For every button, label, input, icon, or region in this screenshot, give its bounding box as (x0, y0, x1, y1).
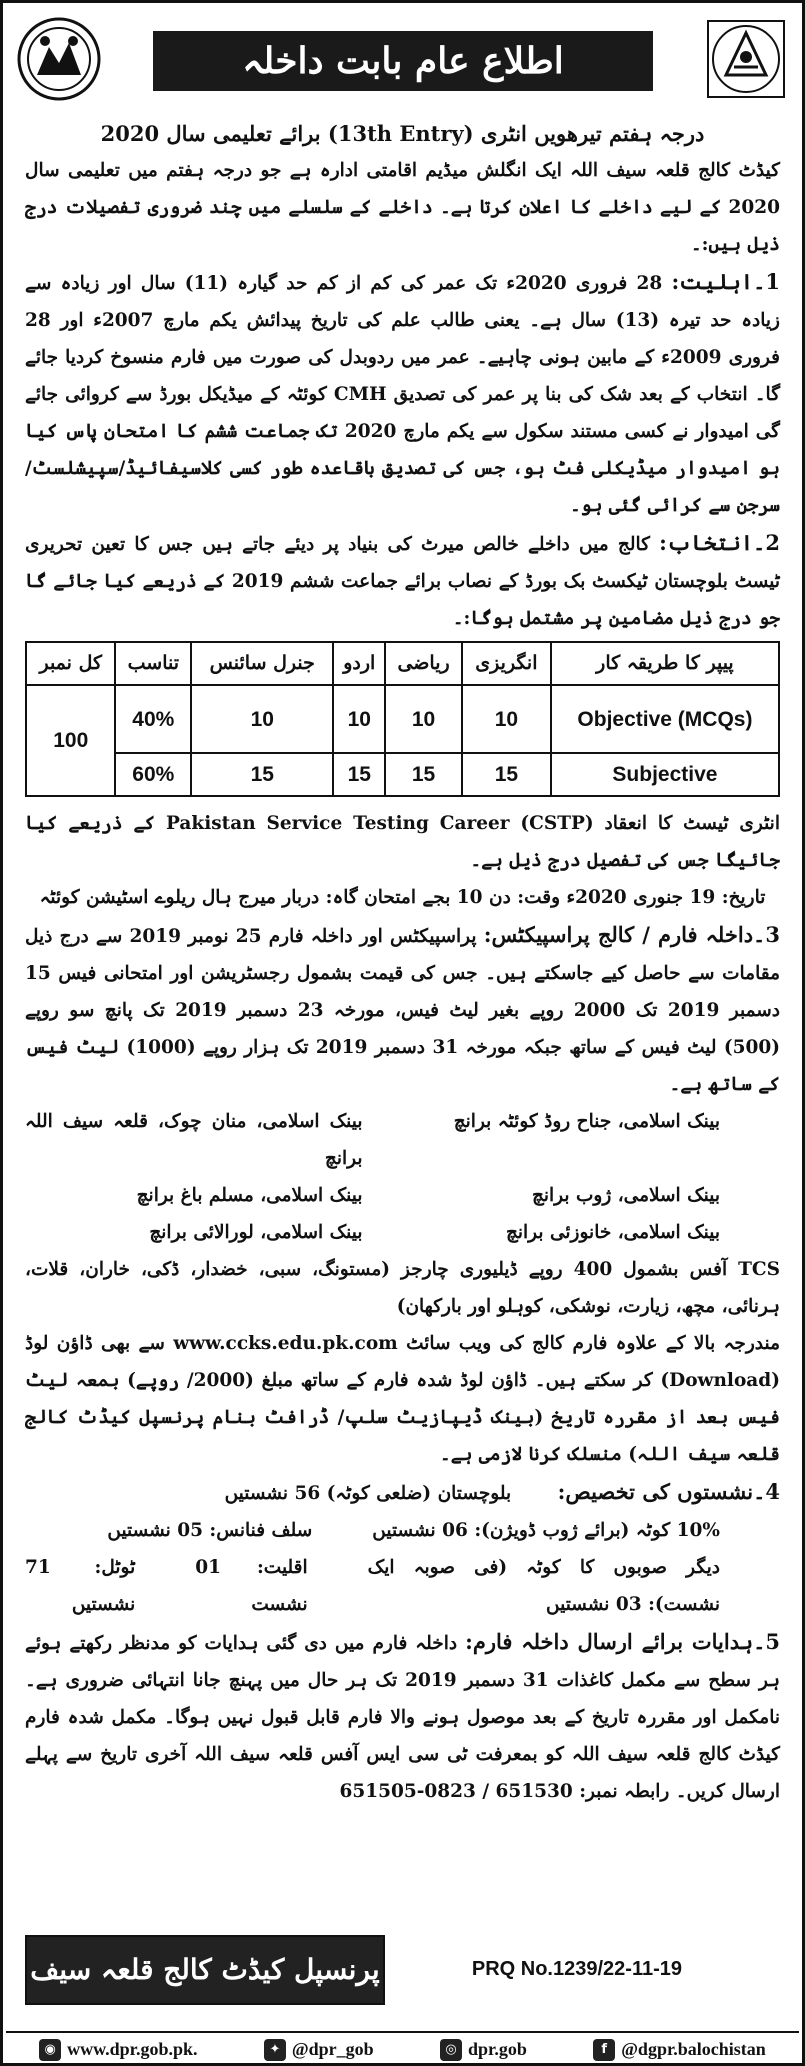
list-item: بینک اسلامی، منان چوک، قلعہ سیف اللہ برانچ (25, 1111, 363, 1169)
social-bar (6, 2031, 799, 2066)
prospectus-heading: 3۔داخلہ فارم / کالج پراسپیکٹس: (483, 922, 780, 947)
social-twitter-text: @dpr_gob (291, 2039, 374, 2059)
notice-body (25, 115, 780, 1810)
table-cell: 15 (462, 753, 551, 796)
download-info: مندرجہ بالا کے علاوہ فارم کالج کی ویب سائٹ www.ccks.edu.pk.com سے بھی ڈاؤن لوڈ (Download) کر سکتے ہیں۔ ڈاؤن لوڈ شدہ فارم کے ساتھ مبلغ (2000/ روپے) بمعہ لیٹ فیس بعد از مقررہ تاریخ (بینک ڈیپازیٹ سلپ/ ڈرافٹ بنام پرنسپل کیڈٹ کالج قلعہ سیف اللہ) منسلک کرنا لازمی ہے۔ (25, 1333, 780, 1465)
seats-section (25, 1473, 780, 1512)
table-header: ریاضی (385, 642, 462, 685)
globe-icon: ◉ (39, 2039, 61, 2061)
eligibility-section (25, 263, 780, 524)
tcs-offices: TCS آفس بشمول 400 روپے ڈیلیوری چارجز (مستونگ، سبی، خضدار، ڈکی، خاران، قلات، ہرنائی، مچھ، زیارت، نوشکی، کوہلو اور بارکھان) (25, 1259, 780, 1317)
instructions-text: داخلہ فارم میں دی گئی ہدایات کو مدنظر رکھتے ہوئے ہر سطح سے مکمل کاغذات 31 دسمبر 2019 تک ہر حال میں پہنچ جانا انتہائی ضروری ہے۔ نامکمل اور مقررہ تاریخ کے بعد موصول ہونے والا فارم قابل قبول نہیں ہوگا۔ مکمل شدہ فارم کیڈٹ کالج قلعہ سیف اللہ کو بمعرفت ٹی سی ایس آفس قلعہ سیف اللہ آخری تاریخ سے پہلے ارسال کریں۔ رابطہ نمبر: 651530 / 0823-651505 (25, 1633, 780, 1802)
table-cell: Objective (MCQs) (551, 685, 779, 753)
seats-balochistan: بلوچستان (ضلعی کوٹہ) 56 نشستیں (224, 1483, 512, 1504)
list-item: بینک اسلامی، خانوزئی برانچ (505, 1222, 720, 1243)
instructions-section (25, 1623, 780, 1810)
table-cell: 15 (191, 753, 333, 796)
list-item: بینک اسلامی، جناح روڈ کوئٹہ برانچ (453, 1111, 720, 1132)
list-item: بینک اسلامی، مسلم باغ برانچ (136, 1185, 363, 1206)
table-total-cell: 100 (26, 685, 115, 796)
table-cell: 15 (333, 753, 385, 796)
list-item: بینک اسلامی، ژوب برانچ (531, 1185, 720, 1206)
bank-list (25, 1103, 780, 1251)
seats-row (25, 1512, 780, 1549)
seats-heading: 4۔نشستوں کی تخصیص: (557, 1479, 780, 1504)
social-twitter[interactable] (264, 2039, 374, 2061)
prq-number: PRQ No.1239/22-11-19 (471, 1958, 682, 1980)
page-title: اطلاع عام بابت داخلہ (153, 31, 653, 91)
table-header: پیپر کا طریقہ کار (551, 642, 779, 685)
principal-signature: پرنسپل کیڈٹ کالج قلعہ سیف اللہ (25, 1935, 385, 2005)
balochistan-govt-logo-icon (17, 17, 101, 101)
seats-item: 10% کوٹہ (برائے ژوب ڈویژن): 06 نشستیں (372, 1520, 720, 1541)
cadet-college-logo-icon (704, 17, 788, 101)
table-cell: 10 (462, 685, 551, 753)
social-facebook-text: @dgpr.balochistan (621, 2039, 766, 2059)
social-website[interactable] (39, 2039, 197, 2061)
social-facebook[interactable] (593, 2039, 766, 2061)
selection-heading: 2۔انتخاب: (659, 530, 780, 555)
selection-section (25, 524, 780, 637)
twitter-icon: ✦ (264, 2039, 286, 2061)
entry-subtitle: درجہ ہفتم تیرھویں انٹری (13th Entry) برائے تعلیمی سال 2020 (100, 121, 705, 146)
instagram-icon: ◎ (440, 2039, 462, 2061)
table-cell: 60% (115, 753, 191, 796)
table-header: جنرل سائنس (191, 642, 333, 685)
table-header-row (26, 642, 779, 685)
table-header: انگریزی (462, 642, 551, 685)
intro-paragraph: کیڈٹ کالج قلعہ سیف اللہ ایک انگلش میڈیم اقامتی ادارہ ہے جو درجہ ہفتم میں تعلیمی سال 2020 کے لیے داخلے کا اعلان کرتا ہے۔ داخلے کے سلسلے میں چند ضروری تفصیلات درج ذیل ہیں:۔ (25, 160, 780, 255)
social-website-text: www.dpr.gob.pk. (67, 2039, 198, 2059)
selection-text: کالج میں داخلے خالص میرٹ کی بنیاد پر دیئے جاتے ہیں جس کا تعین تحریری ٹیسٹ بلوچستان ٹیکسٹ بک بورڈ کے نصاب برائے جماعت ششم 2019 کے ذریعے کیا جائے گا جو درج ذیل مضامین پر مشتمل ہوگا:۔ (25, 534, 780, 629)
eligibility-heading: 1۔اہلیت: (671, 269, 780, 294)
prospectus-text: پراسپیکٹس اور داخلہ فارم 25 نومبر 2019 سے درج ذیل مقامات سے حاصل کیے جاسکتے ہیں۔ جس کی قیمت بشمول رجسٹریشن اور امتحانی فیس 15 دسمبر 2019 تک 2000 روپے بغیر لیٹ فیس، مورخہ 23 دسمبر 2019 تک پانچ سو روپے (500) لیٹ فیس کے ساتھ جبکہ مورخہ 31 دسمبر 2019 تک ہزار روپے (1000) لیٹ فیس کے ساتھ ہے۔ (25, 926, 781, 1095)
table-cell: 10 (385, 685, 462, 753)
table-row (26, 685, 779, 753)
prospectus-section (25, 916, 780, 1103)
seats-row (25, 1549, 780, 1623)
seats-item: اقلیت: 01 نشست (195, 1557, 308, 1615)
list-item: بینک اسلامی، لورالائی برانچ (149, 1222, 363, 1243)
instructions-heading: 5۔ہدایات برائے ارسال داخلہ فارم: (465, 1629, 780, 1654)
seats-item: دیگر صوبوں کا کوٹہ (فی صوبہ ایک نشست): 03 نشستیں (367, 1557, 720, 1615)
table-cell: 40% (115, 685, 191, 753)
social-instagram-text: dpr.gob (467, 2039, 527, 2059)
table-cell: 10 (333, 685, 385, 753)
seats-item: ٹوٹل: 71 نشستیں (25, 1557, 136, 1615)
table-header: کل نمبر (26, 642, 115, 685)
eligibility-text: 28 فروری 2020ء تک عمر کی کم از کم حد گیارہ (11) سال اور زیادہ سے زیادہ حد تیرہ (13) سال ہے۔ یعنی طالب علم کی تاریخ پیدائش یکم مارچ 2007ء اور 28 فروری 2009ء کے مابین ہونی چاہیے۔ عمر میں ردوبدل کی صورت میں فارم منسوخ کردیا جائے گا۔ انتخاب کے بعد شک کی بنا پر عمر کی تصدیق CMH کوئٹہ کے میڈیکل بورڈ سے کروائی جائے گی امیدوار نے کسی مستند سکول سے یکم مارچ 2020 تک جماعت ششم کا امتحان پاس کیا ہو امیدوار میڈیکلی فٹ ہو، جس کی تصدیق باقاعدہ طور کسی کلاسیفائیڈ/سپیشلسٹ/سرجن سے کرائی گئی ہو۔ (25, 273, 781, 516)
seats-item: سلف فنانس: 05 نشستیں (107, 1520, 313, 1541)
test-organizer: انٹری ٹیسٹ کا انعقاد Pakistan Service Testing Career (CSTP) کے ذریعے کیا جائیگا جس کی تفصیل درج ذیل ہے۔ (25, 813, 780, 871)
table-header: تناسب (115, 642, 191, 685)
table-cell: Subjective (551, 753, 779, 796)
facebook-icon: f (593, 2039, 615, 2061)
table-row (26, 753, 779, 796)
table-header: اردو (333, 642, 385, 685)
table-cell: 15 (385, 753, 462, 796)
test-schedule: تاریخ: 19 جنوری 2020ء وقت: دن 10 بجے امتحان گاہ: دربار میرج ہال ریلوے اسٹیشن کوئٹہ (39, 887, 766, 908)
subjects-table (25, 641, 780, 797)
header (3, 3, 802, 113)
social-instagram[interactable] (440, 2039, 527, 2061)
table-cell: 10 (191, 685, 333, 753)
